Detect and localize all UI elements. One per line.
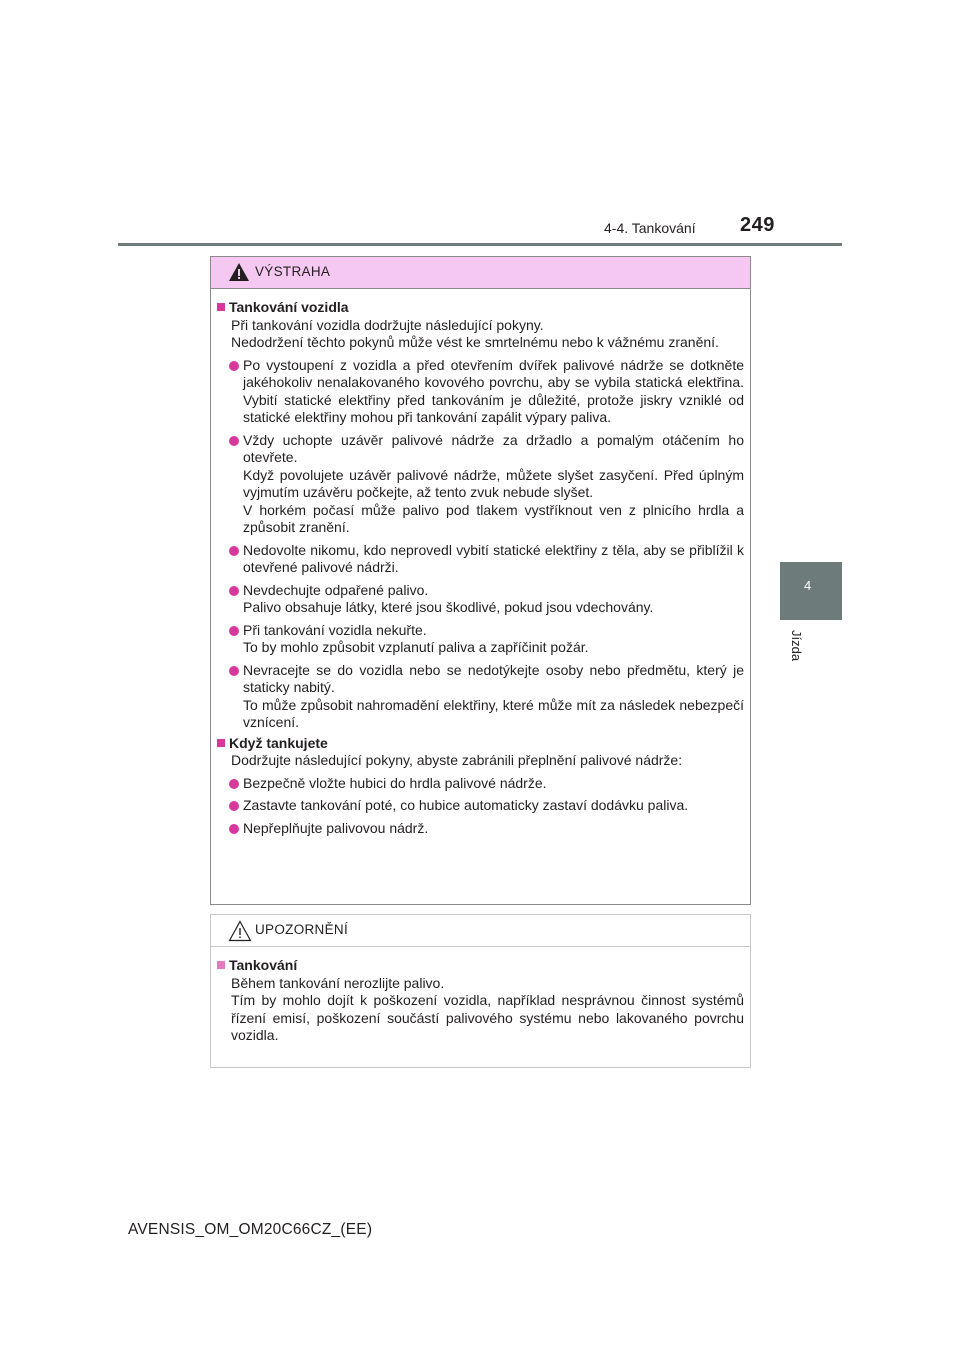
section-heading: Když tankujete [217,735,744,753]
chapter-tab[interactable] [780,562,842,620]
caution-triangle-icon [228,920,252,942]
warning-title: VÝSTRAHA [255,264,331,279]
notice-title: UPOZORNĚNÍ [255,922,349,937]
chapter-label: Jízda [789,630,804,662]
notice-header [211,915,750,947]
warning-triangle-icon [228,262,250,282]
list-item: Nedovolte nikomu, kdo neprovedl vybití statické elektřiny z těla, aby se přiblížil k otevřené palivové nádrži. [217,542,744,577]
list-item: Nepřeplňujte palivovou nádrž. [217,820,744,838]
section-heading: Tankování vozidla [217,299,744,317]
list-item: Při tankování vozidla nekuřte. To by mohlo způsobit vzplanutí paliva a zapříčinit požár. [217,622,744,657]
warning-header [211,257,750,289]
list-item: Nevdechujte odpařené palivo. Palivo obsahuje látky, které jsou škodlivé, pokud jsou vdechovány. [217,582,744,617]
list-item: Vždy uchopte uzávěr palivové nádrže za držadlo a pomalým otáčením ho otevřete. Když povolujete uzávěr palivové nádrže, můžete slyšet zasyčení. Před úplným vyjmutím uzávěru počkejte, až tento zvuk nebude slyšet. V horkém počasí může palivo pod tlakem vystříknout ven z plnicího hrdla a způsobit zranění. [217,432,744,537]
list-item: Nevracejte se do vozidla nebo se nedotýkejte osoby nebo předmětu, který je staticky nabitý. To může způsobit nahromadění elektřiny, které může mít za následek nebezpečí vznícení. [217,662,744,732]
section-text: Během tankování nerozlijte palivo. Tím by mohlo dojít k poškození vozidla, například nesprávnou činnost systémů řízení emisí, poškození součástí palivového systému nebo lakovaného povrchu vozidla. [231,974,744,1043]
list-item: Bezpečně vložte hubici do hrdla palivové nádrže. [217,775,744,793]
page-number: 249 [740,214,775,236]
section-heading: Tankování [217,957,744,975]
warning-box [210,256,751,905]
list-item: Zastavte tankování poté, co hubice automaticky zastaví dodávku paliva. [217,797,744,815]
notice-box [210,914,751,1068]
chapter-number: 4 [804,578,812,593]
header-section-title: 4-4. Tankování [604,220,696,236]
footer-doc-code: AVENSIS_OM_OM20C66CZ_(EE) [128,1221,373,1238]
header-rule [118,243,842,246]
list-item: Po vystoupení z vozidla a před otevřením dvířek palivové nádrže se dotkněte jakéhokoliv nenalakovaného kovového povrchu, aby se vybila statická elektřina. Vybití statické elektřiny před tankováním je důležité, protože jiskry vzniklé od statické elektřiny mohou při tankování zapálit výpary paliva. [217,357,744,427]
section-text: Dodržujte následující pokyny, abyste zabránili přeplnění palivové nádrže: [231,752,683,768]
section-text: Při tankování vozidla dodržujte následující pokyny. Nedodržení těchto pokynů může vést ke smrtelnému nebo k vážnému zranění. [231,316,719,350]
